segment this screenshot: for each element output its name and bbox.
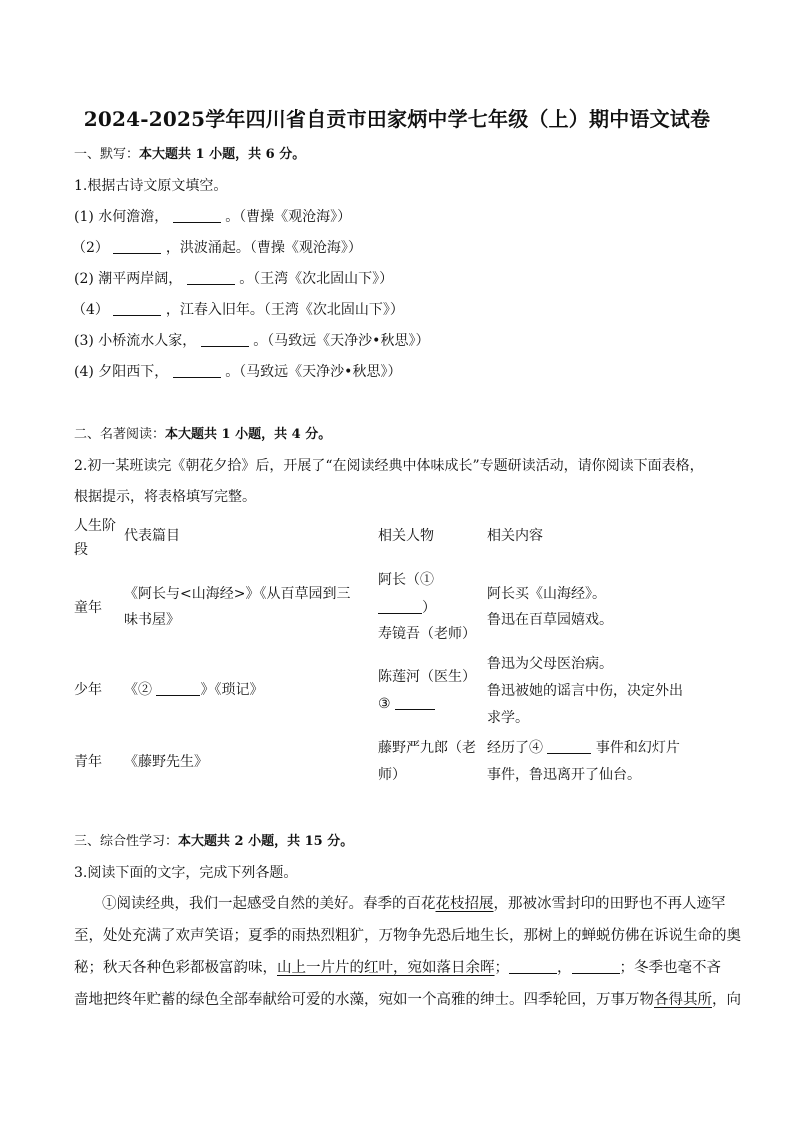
section-2-prefix: 二、名著阅读： (74, 427, 166, 442)
q1-line-3 (74, 269, 393, 289)
passage-text: ，向 (712, 992, 741, 1008)
q1-line-1-source: 。（曹操《观沧海》） (225, 209, 352, 225)
row-1-people-2 (378, 594, 436, 622)
underlined-phrase: 各得其所 (654, 992, 712, 1008)
row-2-content-1: 鲁迅为父母医治病。 (487, 656, 613, 672)
section-1-info: 本大题共 1 小题，共 6 分。 (139, 147, 306, 162)
section-2-info: 本大题共 1 小题，共 4 分。 (165, 427, 332, 442)
row-2-people-2-text: ③ (378, 696, 391, 712)
table-header-works: 代表篇目 (124, 528, 180, 544)
row-1-stage: 童年 (74, 600, 102, 616)
q1-line-4-num: （4） (72, 302, 109, 318)
passage-line-3 (74, 952, 724, 984)
q1-line-3-source: 。（王湾《次北固山下》） (239, 271, 394, 287)
passage-text: ，那被冰雪封印的田野也不再人迹罕 (493, 896, 726, 912)
q1-line-1-text: (1) 水何澹澹， (74, 209, 169, 225)
answer-blank[interactable] (509, 959, 557, 974)
passage-text: ； (494, 960, 509, 976)
row-3-stage: 青年 (74, 754, 102, 770)
row-2-stage: 少年 (74, 682, 102, 698)
q1-stem: 1.根据古诗文原文填空。 (74, 178, 228, 194)
q2-stem-line-2: 根据提示，将表格填写完整。 (74, 489, 256, 505)
q1-line-5 (74, 331, 429, 351)
row-1-works-2: 味书屋》 (124, 612, 180, 628)
q1-line-6 (74, 362, 401, 382)
row-3-content-2: 事件，鲁迅离开了仙台。 (487, 767, 641, 783)
q1-line-1 (74, 207, 351, 227)
section-3-header (74, 832, 353, 852)
q1-line-4 (72, 300, 404, 320)
row-2-works-b: 》《琐记》 (200, 682, 264, 698)
row-3-content-1 (487, 734, 680, 762)
row-1-works-1: 《阿长与<山海经>》《从百草园到三 (124, 586, 351, 602)
answer-blank[interactable] (378, 599, 422, 614)
passage-line-1 (74, 888, 724, 920)
section-3-info: 本大题共 2 小题，共 15 分。 (178, 834, 354, 849)
q1-line-5-source: 。（马致远《天净沙•秋思》） (253, 333, 430, 349)
row-1-content-2: 鲁迅在百草园嬉戏。 (487, 612, 613, 628)
table-header-stage-1: 人生阶 (74, 518, 116, 534)
passage-line-4 (74, 984, 741, 1016)
q3-stem: 3.阅读下面的文字，完成下列各题。 (74, 865, 298, 881)
section-2-header (74, 425, 331, 445)
answer-blank[interactable] (113, 239, 161, 254)
answer-blank[interactable] (572, 959, 620, 974)
row-1-people-2-text: ） (422, 600, 436, 616)
q1-line-6-source: 。（马致远《天净沙•秋思》） (225, 364, 402, 380)
q1-line-6-text: (4) 夕阳西下， (74, 364, 169, 380)
answer-blank[interactable] (173, 363, 221, 378)
row-2-works-a: 《② (124, 682, 152, 698)
passage-text: ， (557, 960, 572, 976)
row-2-content-2: 鲁迅被她的谣言中伤，决定外出 (487, 683, 683, 699)
q1-line-5-text: (3) 小桥流水人家， (74, 333, 197, 349)
passage-text: 秘；秋天各种色彩都极富韵味， (74, 960, 277, 976)
row-3-works: 《藤野先生》 (124, 754, 208, 770)
answer-blank[interactable] (547, 739, 591, 754)
q3-passage (74, 888, 741, 1016)
row-2-works (124, 676, 263, 704)
page-title: 2024-2025学年四川省自贡市田家炳中学七年级（上）期中语文试卷 (83, 107, 711, 131)
passage-line-2: 至，处处充满了欢声笑语；夏季的雨热烈粗犷，万物争先恐后地生长，那树上的蝉蜕仿佛在诉说生命的奥 (74, 928, 741, 944)
row-2-content-3: 求学。 (487, 710, 529, 726)
passage-text: ；冬季也毫不吝 (619, 960, 721, 976)
row-3-content-1a: 经历了④ (487, 740, 543, 756)
answer-blank[interactable] (173, 208, 221, 223)
q1-line-2 (72, 238, 362, 258)
q1-line-3-text: (2) 潮平两岸阔， (74, 271, 183, 287)
q1-line-2-source: ，洪波涌起。（曹操《观沧海》） (165, 240, 362, 256)
row-3-people-1: 藤野严九郎（老 (378, 740, 476, 756)
answer-blank[interactable] (201, 332, 249, 347)
row-2-people-2 (378, 690, 435, 718)
underlined-phrase: 花枝招展 (435, 896, 494, 912)
section-1-prefix: 一、默写： (74, 147, 140, 162)
q1-line-2-num: （2） (72, 240, 109, 256)
table-header-content: 相关内容 (487, 528, 543, 544)
row-3-people-2: 师） (378, 767, 406, 783)
section-1-header (74, 145, 305, 165)
q2-stem-line-1: 2.初一某班读完《朝花夕拾》后，开展了“在阅读经典中体味成长”专题研读活动，请你阅读下面表格， (74, 458, 704, 474)
row-2-people-1: 陈莲河（医生） (378, 669, 476, 685)
row-1-people-3: 寿镜吾（老师） (378, 626, 476, 642)
table-header-people: 相关人物 (378, 528, 434, 544)
passage-text: ①阅读经典，我们一起感受自然的美好。春季的百花 (102, 896, 436, 912)
answer-blank[interactable] (187, 270, 235, 285)
underlined-phrase: 山上一片片的红叶，宛如落日余晖 (277, 960, 495, 976)
q1-line-4-source: ，江春入旧年。（王湾《次北固山下》） (165, 302, 404, 318)
row-1-people-1: 阿长（① (378, 572, 434, 588)
row-3-content-1b: 事件和幻灯片 (595, 740, 680, 756)
row-1-content-1: 阿长买《山海经》。 (487, 586, 606, 602)
passage-text: 啬地把终年贮蓄的绿色全部奉献给可爱的水藻，宛如一个高雅的绅士。四季轮回，万事万物 (74, 992, 654, 1008)
answer-blank[interactable] (113, 301, 161, 316)
table-header-stage-2: 段 (74, 542, 88, 558)
answer-blank[interactable] (156, 681, 200, 696)
section-3-prefix: 三、综合性学习： (74, 834, 179, 849)
answer-blank[interactable] (395, 695, 435, 710)
